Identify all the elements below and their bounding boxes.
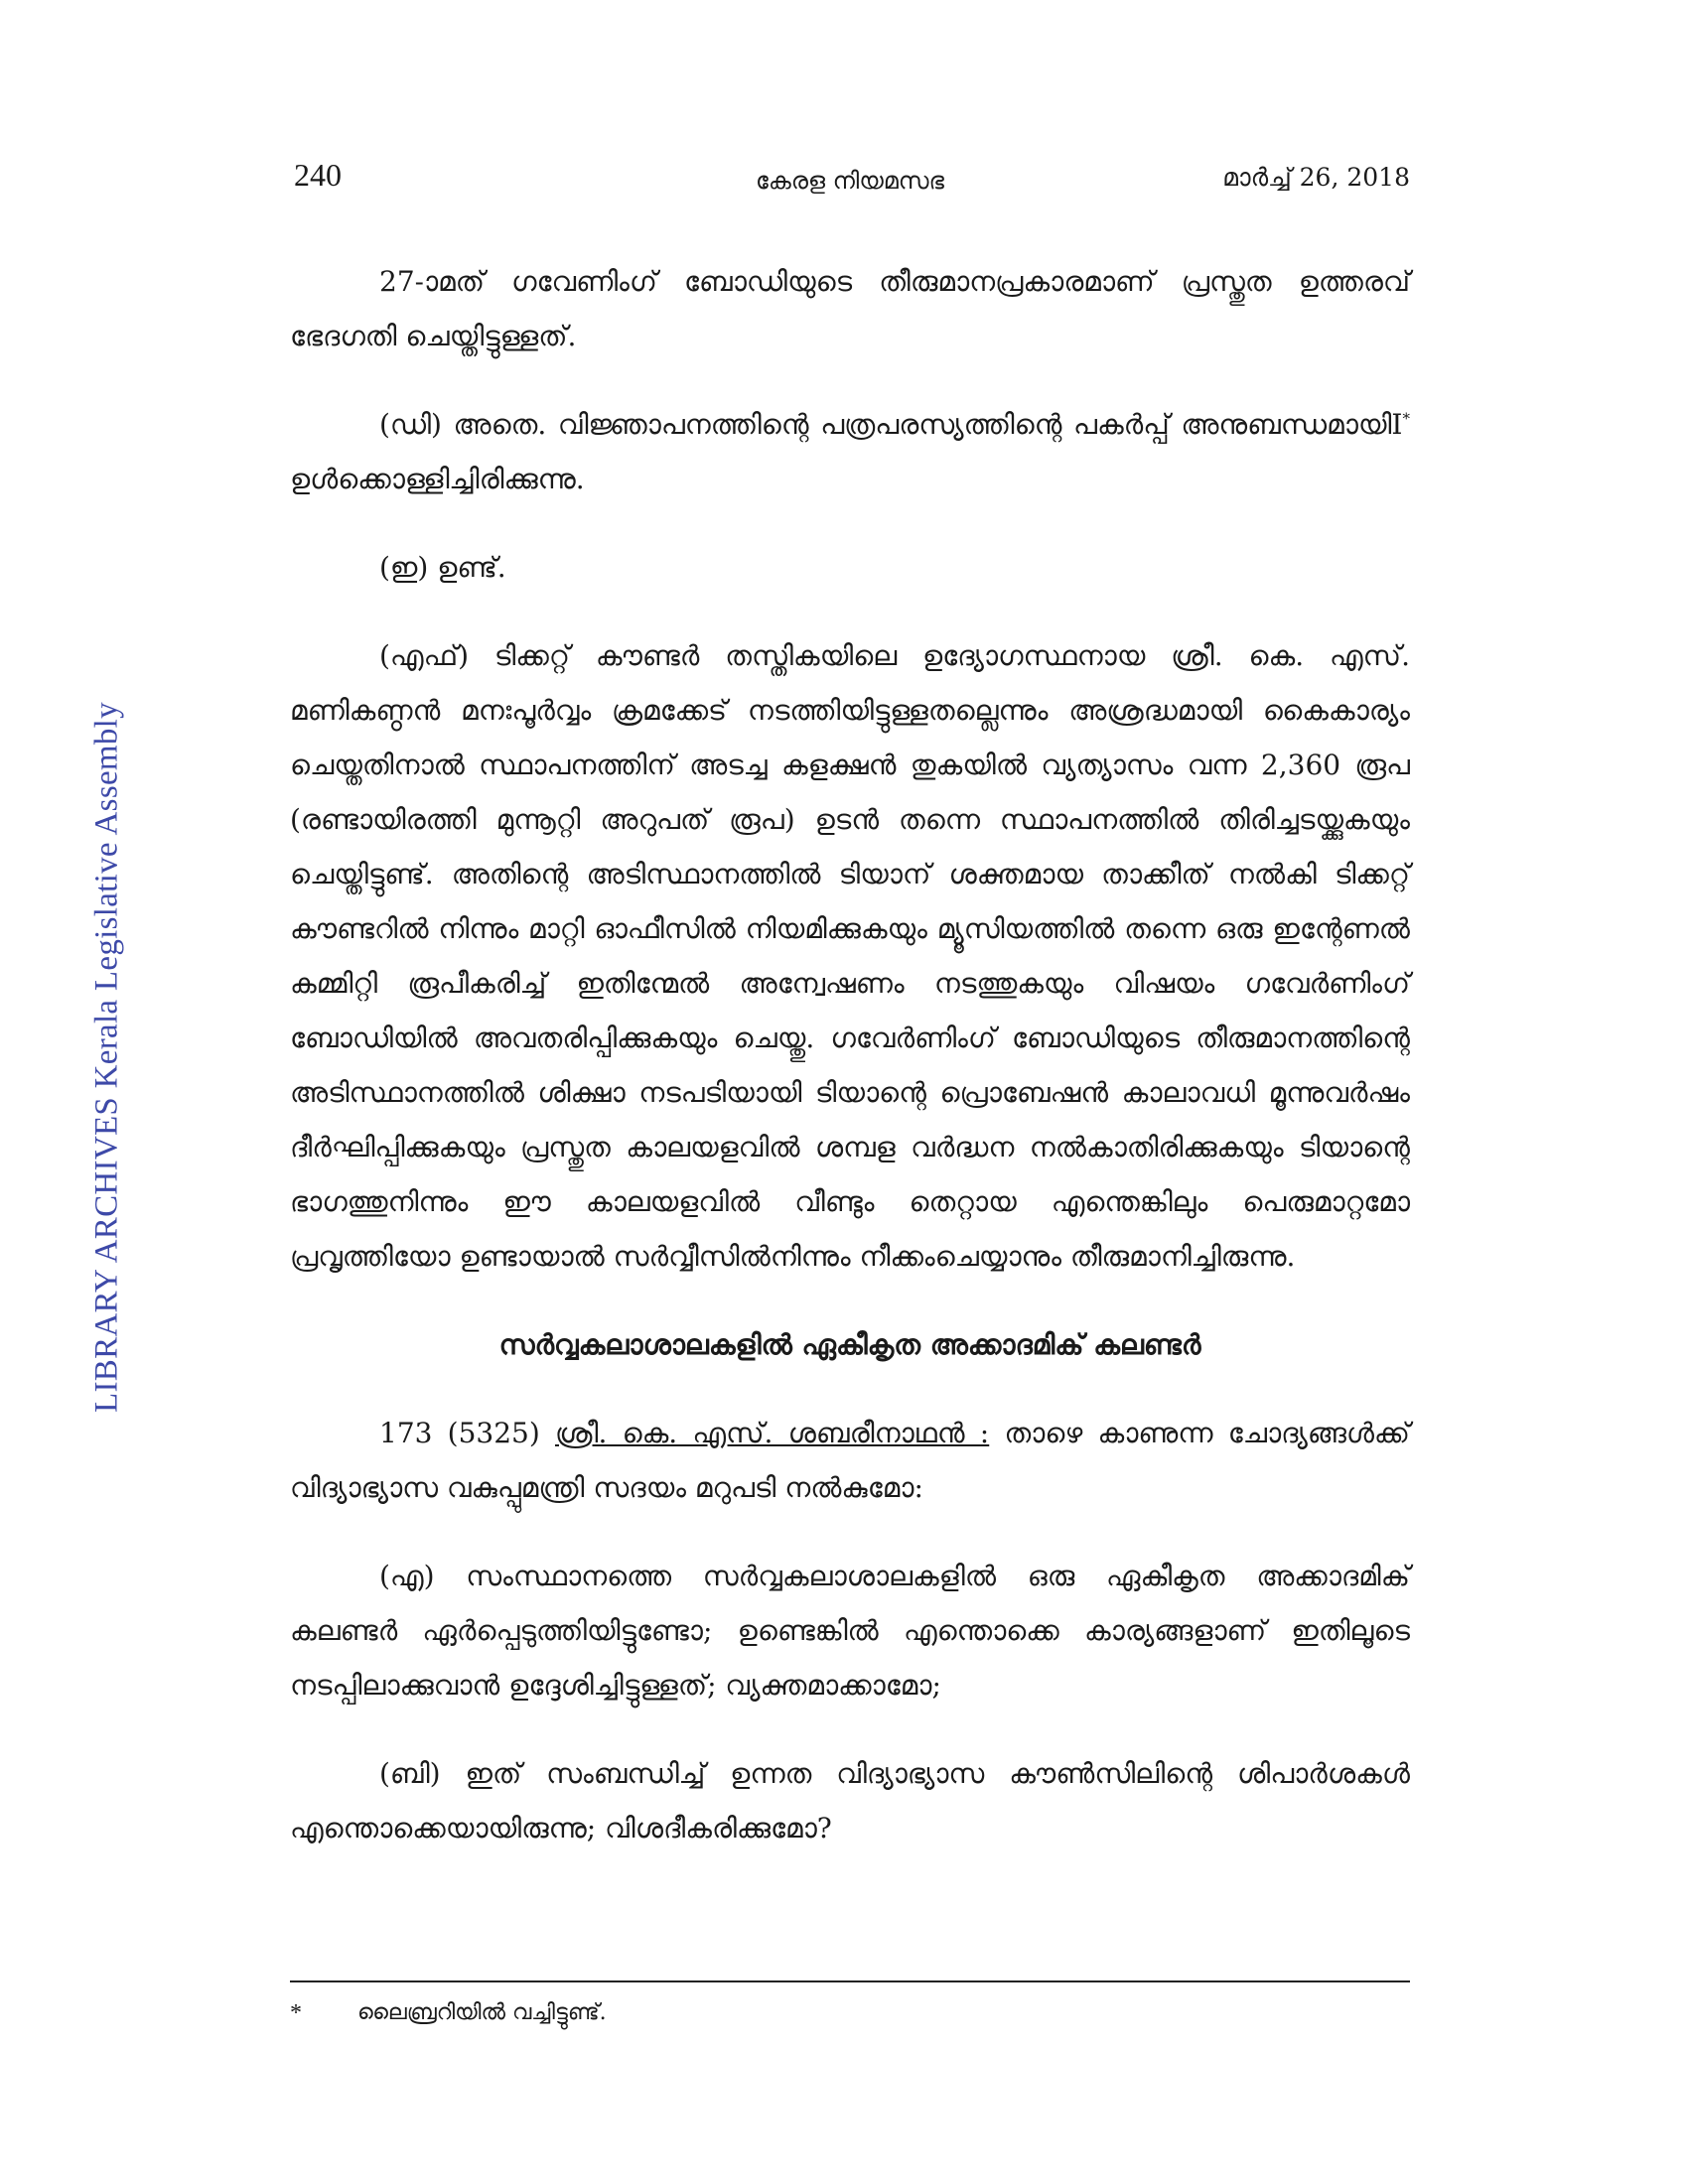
page-header: [290, 157, 1410, 201]
footnote-mark: *: [290, 2000, 302, 2026]
watermark-text: LIBRARY ARCHIVES Kerala Legislative Assembly: [88, 702, 125, 1413]
answer-paragraph-e: (ഇ) ഉണ്ട്.: [379, 551, 506, 584]
page-date: മാർച്ച് 26, 2018: [1222, 163, 1410, 192]
question-intro: [290, 1406, 1410, 1515]
question-heading: സർവ്വകലാശാലകളിൽ ഏകീകൃത അക്കാദമിക് കലണ്ടർ: [498, 1328, 1201, 1361]
answer-paragraph-f: (എഫ്) ടിക്കറ്റ് കൗണ്ടർ തസ്തികയിലെ ഉദ്യോഗസ്ഥനായ ശ്രീ. കെ. എസ്. മണികണ്ഠൻ മനഃപൂർവ്വം ക്രമക്കേട് നടത്തിയിട്ടുള്ളതല്ലെന്നും അശ്രദ്ധമായി കൈകാര്യം ചെയ്തതിനാൽ സ്ഥാപനത്തിന് അടച്ച കളക്ഷൻ തുകയിൽ വ്യത്യാസം വന്ന 2,360 രൂപ (രണ്ടായിരത്തി മുന്നൂറ്റി അറുപത് രൂപ) ഉടൻ തന്നെ സ്ഥാപനത്തിൽ തിരിച്ചടയ്ക്കുകയും ചെയ്തിട്ടുണ്ട്. അതിന്റെ അടിസ്ഥാനത്തിൽ ടിയാന് ശക്തമായ താക്കീത് നൽകി ടിക്കറ്റ് കൗണ്ടറിൽ നിന്നും മാറ്റി ഓഫീസിൽ നിയമിക്കുകയും മ്യൂസിയത്തിൽ തന്നെ ഒരു ഇന്റേണൽ കമ്മിറ്റി രൂപീകരിച്ച് ഇതിന്മേൽ അന്വേഷണം നടത്തുകയും വിഷയം ഗവേർണിംഗ് ബോഡിയിൽ അവതരിപ്പിക്കുകയും ചെയ്തു. ഗവേർണിംഗ് ബോഡിയുടെ തീരുമാനത്തിന്റെ അടിസ്ഥാനത്തിൽ ശിക്ഷാ നടപടിയായി ടിയാന്റെ പ്രൊബേഷൻ കാലാവധി മൂന്നുവർഷം ദീർഘിപ്പിക്കുകയും പ്രസ്തുത കാലയളവിൽ ശമ്പള വർദ്ധന നൽകാതിരിക്കുകയും ടിയാന്റെ ഭാഗത്തുനിന്നും ഈ കാലയളവിൽ വീണ്ടും തെറ്റായ എന്തെങ്കിലും പെരുമാറ്റമോ പ്രവൃത്തിയോ ഉണ്ടായാൽ സർവ്വീസിൽനിന്നും നീക്കംചെയ്യാനും തീരുമാനിച്ചിരുന്നു.: [290, 639, 1410, 1273]
question-number: 173 (5325): [379, 1417, 540, 1449]
answer-d-text: (ഡി) അതെ. വിജ്ഞാപനത്തിന്റെ പത്രപരസ്യത്തിന്റെ പകർപ്പ് അനുബന്ധമായിI: [379, 408, 1403, 441]
running-title: കേരള നിയമസഭ: [755, 167, 945, 195]
question-intro-text: താഴെ കാണുന്ന ചോദ്യങ്ങൾക്ക് വിദ്യാഭ്യാസ വകുപ്പുമന്ത്രി സദയം മറുപടി നൽകുമോ:: [290, 1417, 1411, 1504]
answer-paragraph-c: 27-ാമത് ഗവേണിംഗ് ബോഡിയുടെ തീരുമാനപ്രകാരമാണ് പ്രസ്തുത ഉത്തരവ് ഭേദഗതി ചെയ്തിട്ടുള്ളത്.: [290, 265, 1410, 352]
answer-paragraph-d: [290, 397, 1410, 506]
footnote-text: ലൈബ്രറിയിൽ വച്ചിട്ടുണ്ട്.: [357, 2000, 607, 2025]
member-name: ശ്രീ. കെ. എസ്. ശബരീനാഥൻ :: [554, 1417, 990, 1449]
footnote-rule: [290, 1980, 1410, 1982]
answer-d-tail: ഉൾക്കൊള്ളിച്ചിരിക്കുന്നു.: [290, 463, 585, 495]
page-body: [290, 254, 1410, 1889]
page-number: 240: [294, 157, 342, 193]
question-part-a: (എ) സംസ്ഥാനത്തെ സർവ്വകലാശാലകളിൽ ഒരു ഏകീകൃത അക്കാദമിക് കലണ്ടർ ഏർപ്പെടുത്തിയിട്ടുണ്ടോ; ഉണ്ടെങ്കിൽ എന്തൊക്കെ കാര്യങ്ങളാണ് ഇതിലൂടെ നടപ്പിലാക്കുവാൻ ഉദ്ദേശിച്ചിട്ടുള്ളത്; വ്യക്തമാക്കാമോ;: [290, 1560, 1410, 1702]
question-part-b: (ബി) ഇത് സംബന്ധിച്ച് ഉന്നത വിദ്യാഭ്യാസ കൗൺസിലിന്റെ ശിപാർശകൾ എന്തൊക്കെയായിരുന്നു; വിശദീകരിക്കുമോ?: [290, 1757, 1410, 1844]
footnote-reference: *: [1402, 409, 1410, 428]
